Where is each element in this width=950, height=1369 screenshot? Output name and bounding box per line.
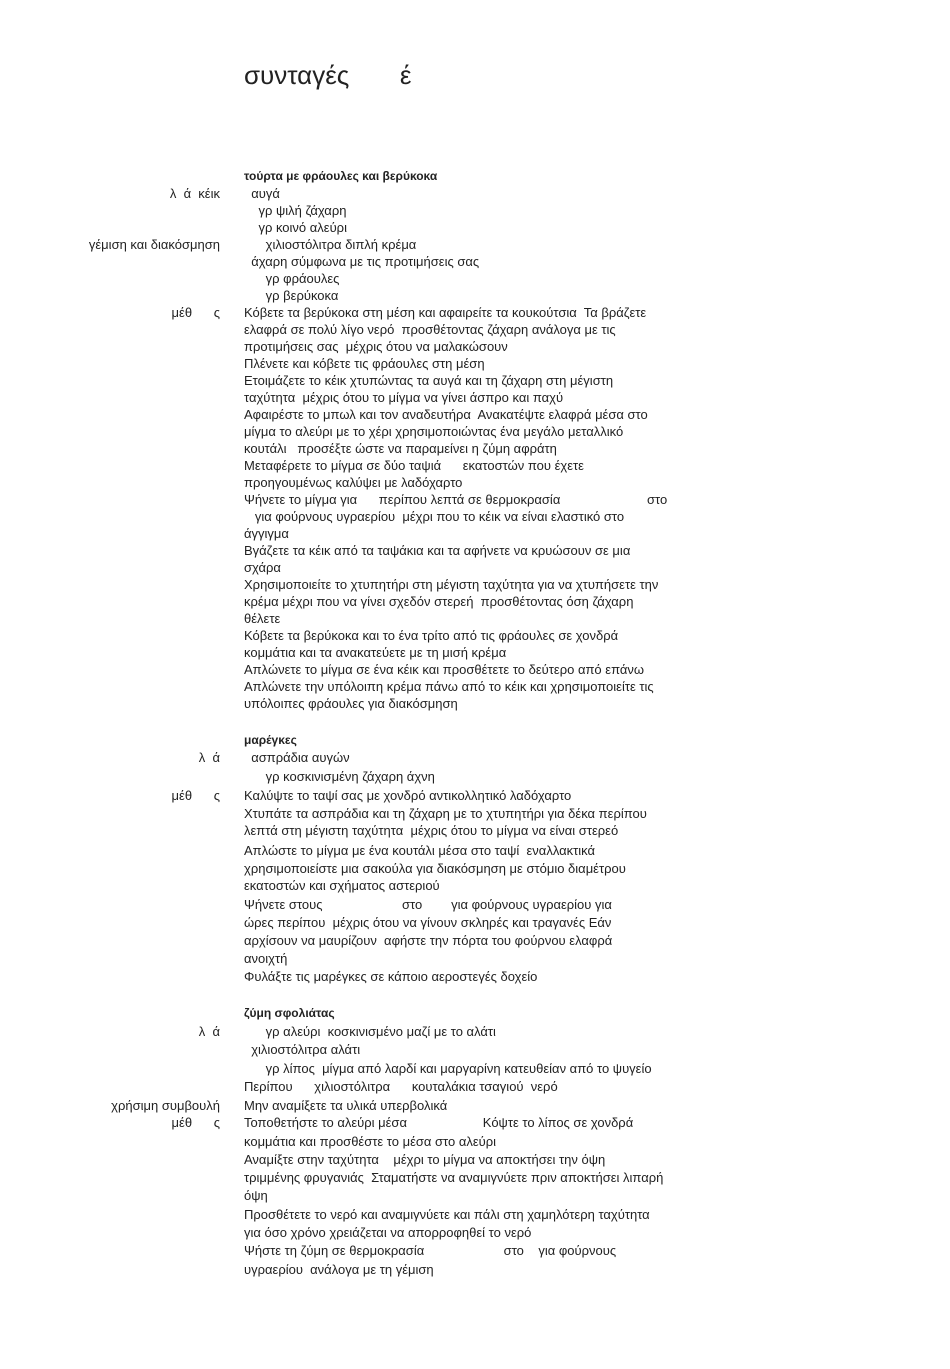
method-line: Αναμίξτε στην ταχύτητα μέχρι το μίγμα να αποκτήσει την όψη	[244, 1152, 606, 1167]
ingredient-line: χιλιοστόλιτρα αλάτι	[244, 1042, 361, 1057]
method-line: για φούρνους υγραερίου μέχρι που το κέικ να είναι ελαστικό στο	[244, 509, 625, 524]
method-label: μέθ ς	[171, 788, 220, 803]
method-line: μίγμα το αλεύρι με το χέρι χρησιμοποιώντας ένα μεγάλο μεταλλικό	[244, 424, 624, 439]
method-line: Αφαιρέστε το μπωλ και τον αναδευτήρα Ανακατέψτε ελαφρά μέσα στο	[244, 407, 648, 422]
ingredient-line: γρ ψιλή ζάχαρη	[244, 203, 347, 218]
ingredient-line: γρ φράουλες	[244, 271, 340, 286]
method-line: Καλύψτε το ταψί σας με χονδρό αντικολλητικό λαδόχαρτο	[244, 788, 572, 803]
recipe-title: μαρέγκες	[244, 733, 297, 747]
method-line: Χτυπάτε τα ασπράδια και τη ζάχαρη με το χτυπητήρι για δέκα περίπου	[244, 806, 647, 821]
method-line: Ετοιμάζετε το κέικ χτυπώντας τα αυγά και τη ζάχαρη στη μέγιστη	[244, 373, 614, 388]
ingredient-line: χιλιοστόλιτρα διπλή κρέμα	[244, 237, 417, 252]
method-line: Προσθέτετε το νερό και αναμιγνύετε και πάλι στη χαμηλότερη ταχύτητα	[244, 1207, 650, 1222]
ingredients-cake-label: λ ά κέικ	[169, 186, 220, 201]
method-line: Κόβετε τα βερύκοκα και το ένα τρίτο από τις φράουλες σε χονδρά	[244, 628, 619, 643]
ingredient-line: γρ αλεύρι κοσκινισμένο μαζί με το αλάτι	[244, 1024, 496, 1039]
method-line: ώρες περίπου μέχρις ότου να γίνουν σκληρές και τραγανές Εάν	[244, 915, 612, 930]
method-line: Απλώστε το μίγμα με ένα κουτάλι μέσα στο ταψί εναλλακτικά	[244, 843, 596, 858]
method-line: Βγάζετε τα κέικ από τα ταψάκια και τα αφήνετε να κρυώσουν σε μια	[244, 543, 631, 558]
method-line: ταχύτητα μέχρις ότου το μίγμα να γίνει άσπρο και παχύ	[244, 390, 564, 405]
filling-decoration-label: γέμιση και διακόσμηση	[88, 237, 220, 252]
method-line: ανοιχτή	[244, 951, 288, 966]
method-line: Ψήνετε το μίγμα για περίπου λεπτά σε θερμοκρασία στο	[244, 492, 668, 507]
ingredient-line: αυγά	[244, 186, 280, 201]
ingredient-line: Περίπου χιλιοστόλιτρα κουταλάκια τσαγιού νερό	[244, 1079, 558, 1094]
method-line: Τοποθετήστε το αλεύρι μέσα Κόψτε το λίπος σε χονδρά	[244, 1115, 634, 1130]
ingredient-line: γρ λίπος μίγμα από λαρδί και μαργαρίνη κατευθείαν από το ψυγείο	[244, 1061, 652, 1076]
method-line: Ψήνετε στους στο για φούρνους υγραερίου για	[244, 897, 612, 912]
method-line: Πλένετε και κόβετε τις φράουλες στη μέση	[244, 356, 485, 371]
method-line: εκατοστών και σχήματος αστεριού	[244, 878, 440, 893]
recipe-title: ζύμη σφολιάτας	[244, 1006, 335, 1020]
ingredient-line: ασπράδια αυγών	[244, 750, 350, 765]
method-line: Φυλάξτε τις μαρέγκες σε κάποιο αεροστεγές δοχείο	[244, 969, 538, 984]
method-line: Μεταφέρετε το μίγμα σε δύο ταψιά εκατοστών που έχετε	[244, 458, 584, 473]
method-line: χρησιμοποιείστε μια σακούλα για διακόσμηση με στόμιο διαμέτρου	[244, 861, 626, 876]
method-line: προτιμήσεις σας μέχρις ότου να μαλακώσουν	[244, 339, 508, 354]
ingredients-label: λ ά	[198, 1024, 220, 1039]
method-label: μέθ ς	[171, 1115, 220, 1130]
ingredients-label: λ ά	[198, 750, 220, 765]
method-line: Ψήστε τη ζύμη σε θερμοκρασία στο για φούρνους	[244, 1243, 617, 1258]
page-title: συνταγές έ	[244, 60, 412, 90]
method-line: κουτάλι προσέξτε ώστε να παραμείνει η ζύμη αφράτη	[244, 441, 557, 456]
method-line: υγραερίου ανάλογα με τη γέμιση	[244, 1262, 434, 1277]
method-line: Απλώνετε το μίγμα σε ένα κέικ και προσθέτετε το δεύτερο από επάνω	[244, 662, 645, 677]
method-line: κρέμα μέχρι που να γίνει σχεδόν στερεή προσθέτοντας όση ζάχαρη	[244, 594, 634, 609]
method-line: Κόβετε τα βερύκοκα στη μέση και αφαιρείτε τα κουκούτσια Τα βράζετε	[244, 305, 647, 320]
method-line: προηγουμένως καλύψει με λαδόχαρτο	[244, 475, 463, 490]
method-line: λεπτά στη μέγιστη ταχύτητα μέχρις ότου το μίγμα να είναι στερεό	[244, 823, 619, 838]
method-line: για όσο χρόνο χρειάζεται να απορροφηθεί το νερό	[244, 1225, 532, 1240]
method-line: αρχίσουν να μαυρίζουν αφήστε την πόρτα του φούρνου ελαφρά	[244, 933, 613, 948]
method-line: κομμάτια και προσθέστε το μέσα στο αλεύρι	[244, 1134, 497, 1149]
method-line: θέλετε	[244, 611, 281, 626]
method-line: άγγιγμα	[244, 526, 289, 541]
method-line: όψη	[244, 1188, 268, 1203]
method-line: τριμμένης φρυγανιάς Σταματήστε να αναμιγνύετε πριν αποκτήσει λιπαρή	[244, 1170, 664, 1185]
method-label: μέθ ς	[171, 305, 220, 320]
method-line: σχάρα	[244, 560, 281, 575]
ingredient-line: γρ κοσκινισμένη ζάχαρη άχνη	[244, 769, 435, 784]
ingredient-line: άχαρη σύμφωνα με τις προτιμήσεις σας	[244, 254, 480, 269]
tip-line: Μην αναμίξετε τα υλικά υπερβολικά	[244, 1098, 448, 1113]
tip-label: χρήσιμη συμβουλή	[111, 1098, 220, 1113]
method-line: Χρησιμοποιείτε το χτυπητήρι στη μέγιστη ταχύτητα για να χτυπήσετε την	[244, 577, 659, 592]
method-line: υπόλοιπες φράουλες για διακόσμηση	[244, 696, 458, 711]
ingredient-line: γρ βερύκοκα	[244, 288, 339, 303]
method-line: Απλώνετε την υπόλοιπη κρέμα πάνω από το κέικ και χρησιμοποιείτε τις	[244, 679, 654, 694]
ingredient-line: γρ κοινό αλεύρι	[244, 220, 347, 235]
method-line: ελαφρά σε πολύ λίγο νερό προσθέτοντας ζάχαρη ανάλογα με τις	[244, 322, 616, 337]
method-line: κομμάτια και τα ανακατεύετε με τη μισή κρέμα	[244, 645, 507, 660]
recipe-title: τούρτα με φράουλες και βερύκοκα	[244, 169, 438, 183]
